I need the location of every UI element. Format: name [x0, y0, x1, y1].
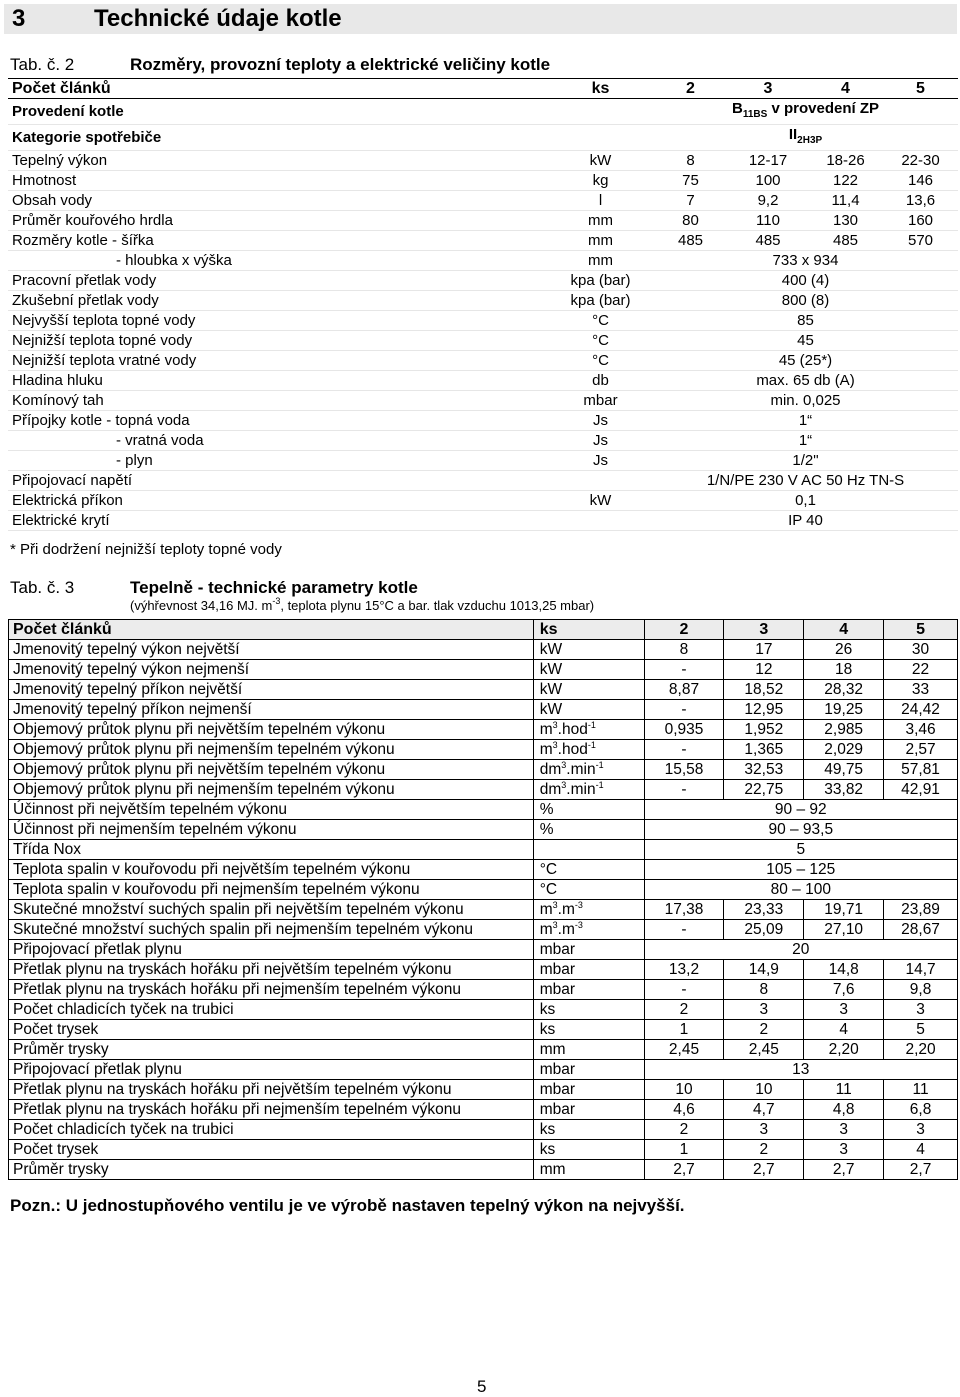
- tab2-footnote: * Při dodržení nejnižší teploty topné vody: [10, 541, 282, 558]
- tab3-value-cell: 49,75: [804, 760, 884, 780]
- tab3-unit-cell: °C: [533, 860, 644, 880]
- tab2-unit-cell: [548, 125, 653, 151]
- tab2-value-cell: 485: [653, 231, 728, 251]
- tab3-row: [9, 800, 958, 820]
- tab3-row-label: Jmenovitý tepelný výkon nejmenší: [9, 660, 534, 680]
- tab3-value-cell: 19,25: [804, 700, 884, 720]
- tab3-unit-cell: ks: [533, 1140, 644, 1160]
- tab3-row-label: Třída Nox: [9, 840, 534, 860]
- tab3-unit-cell: mm: [533, 1160, 644, 1180]
- tab3-unit-cell: mbar: [533, 980, 644, 1000]
- tab2-row-label: Kategorie spotřebiče: [8, 125, 548, 151]
- tab3-value-cell: 23,33: [724, 900, 804, 920]
- tab2-unit-cell: mm: [548, 211, 653, 231]
- tab3-row: [9, 960, 958, 980]
- tab2-header-row: [8, 79, 958, 99]
- tab2-row: [8, 99, 958, 125]
- tab2-row: [8, 491, 958, 511]
- tab3-value-cell: 2,57: [884, 740, 958, 760]
- tab3-value-cell: 2,7: [644, 1160, 724, 1180]
- tab2-row-label: Průměr kouřového hrdla: [8, 211, 548, 231]
- dimensions-table: [8, 78, 958, 531]
- tab3-value-cell: 28,67: [884, 920, 958, 940]
- tab3-value-cell: 4,6: [644, 1100, 724, 1120]
- tab3-value-cell: 3: [884, 1000, 958, 1020]
- tab3-row-label: Přetlak plynu na tryskách hořáku při největším tepelném výkonu: [9, 1080, 534, 1100]
- tab3-row: [9, 680, 958, 700]
- tab2-value-cell: 570: [883, 231, 958, 251]
- tab2-unit-cell: kW: [548, 491, 653, 511]
- tab3-row: [9, 640, 958, 660]
- tab2-value-cell: 80: [653, 211, 728, 231]
- tab3-value-cell: 12,95: [724, 700, 804, 720]
- tab3-value-cell: 7,6: [804, 980, 884, 1000]
- tab3-value-cell: 13: [644, 1060, 957, 1080]
- tab3-row: [9, 1100, 958, 1120]
- tab3-value-cell: 57,81: [884, 760, 958, 780]
- tab3-row-label: Účinnost při největším tepelném výkonu: [9, 800, 534, 820]
- tab3-value-cell: 2: [724, 1020, 804, 1040]
- tab2-row: [8, 451, 958, 471]
- tab2-value-cell: $II_{2H3P}$: [653, 125, 958, 151]
- tab2-header-cell: 5: [883, 79, 958, 99]
- tab2-unit-cell: l: [548, 191, 653, 211]
- tab3-value-cell: 3,46: [884, 720, 958, 740]
- tab2-header-cell: 2: [653, 79, 728, 99]
- tab3-unit-cell: $m^3.m^{-3}$: [533, 920, 644, 940]
- tab2-value-cell: 400 (4): [653, 271, 958, 291]
- tab3-value-cell: 20: [644, 940, 957, 960]
- tab3-value-cell: 5: [644, 840, 957, 860]
- tab2-header-cell: 3: [728, 79, 808, 99]
- tab2-unit-cell: °C: [548, 331, 653, 351]
- tab3-row: [9, 1160, 958, 1180]
- tab3-row: [9, 740, 958, 760]
- tab3-value-cell: 6,8: [884, 1100, 958, 1120]
- tab2-value-cell: 800 (8): [653, 291, 958, 311]
- tab3-value-cell: 4: [804, 1020, 884, 1040]
- tab3-unit-cell: $m^3.hod^{-1}$: [533, 720, 644, 740]
- tab3-row: [9, 880, 958, 900]
- tab3-row: [9, 940, 958, 960]
- tab3-row-label: Objemový průtok plynu při nejmenším tepelném výkonu: [9, 740, 534, 760]
- tab3-value-cell: 17: [724, 640, 804, 660]
- tab2-value-cell: IP 40: [653, 511, 958, 531]
- tab2-row: [8, 171, 958, 191]
- tab3-value-cell: 24,42: [884, 700, 958, 720]
- tab3-value-cell: 14,7: [884, 960, 958, 980]
- tab2-row: [8, 191, 958, 211]
- tab3-value-cell: 9,8: [884, 980, 958, 1000]
- tab3-row-label: Připojovací přetlak plynu: [9, 1060, 534, 1080]
- tab3-label: Tab. č. 3: [10, 578, 75, 597]
- tab3-value-cell: 3: [884, 1120, 958, 1140]
- tab3-row-label: Přetlak plynu na tryskách hořáku při nejmenším tepelném výkonu: [9, 980, 534, 1000]
- tab3-value-cell: 28,32: [804, 680, 884, 700]
- tab2-value-cell: 100: [728, 171, 808, 191]
- tab2-value-cell: 8: [653, 151, 728, 171]
- tab3-row-label: Objemový průtok plynu při největším tepelném výkonu: [9, 760, 534, 780]
- page-number: 5: [477, 1377, 487, 1396]
- tab3-value-cell: 2,029: [804, 740, 884, 760]
- tab3-value-cell: 1,365: [724, 740, 804, 760]
- tab2-unit-cell: °C: [548, 351, 653, 371]
- thermal-parameters-table: [8, 619, 958, 1180]
- tab3-value-cell: 1,952: [724, 720, 804, 740]
- tab2-header-cell: Počet článků: [8, 79, 548, 99]
- tab3-unit-cell: °C: [533, 880, 644, 900]
- tab2-value-cell: 7: [653, 191, 728, 211]
- tab2-row-label: Zkušební přetlak vody: [8, 291, 548, 311]
- tab2-value-cell: 485: [808, 231, 883, 251]
- tab2-row: [8, 371, 958, 391]
- tab3-value-cell: 10: [644, 1080, 724, 1100]
- tab2-value-cell: 485: [728, 231, 808, 251]
- tab2-unit-cell: mm: [548, 251, 653, 271]
- tab2-row-label: - plyn: [8, 451, 548, 471]
- tab2-value-cell: max. 65 db (A): [653, 371, 958, 391]
- tab3-header-cell: 2: [644, 620, 724, 640]
- tab3-unit-cell: $dm^3.\min^{-1}$: [533, 760, 644, 780]
- tab2-row-label: Rozměry kotle - šířka: [8, 231, 548, 251]
- tab2-value-cell: 122: [808, 171, 883, 191]
- tab3-unit-cell: kW: [533, 680, 644, 700]
- tab3-value-cell: 11: [804, 1080, 884, 1100]
- tab3-value-cell: 22: [884, 660, 958, 680]
- tab3-value-cell: 12: [724, 660, 804, 680]
- tab3-row: [9, 1080, 958, 1100]
- tab3-unit-cell: mbar: [533, 960, 644, 980]
- tab3-value-cell: 2,985: [804, 720, 884, 740]
- tab3-value-cell: 19,71: [804, 900, 884, 920]
- tab2-row-label: - hloubka x výška: [8, 251, 548, 271]
- tab3-value-cell: 2,20: [884, 1040, 958, 1060]
- tab3-row: [9, 920, 958, 940]
- tab3-value-cell: 4,8: [804, 1100, 884, 1120]
- tab2-unit-cell: [548, 471, 653, 491]
- tab2-value-cell: $B_{11BS}$ v provedení ZP: [653, 99, 958, 125]
- tab2-value-cell: 1/N/PE 230 V AC 50 Hz TN-S: [653, 471, 958, 491]
- tab3-value-cell: 2: [644, 1000, 724, 1020]
- tab2-unit-cell: Js: [548, 431, 653, 451]
- tab3-value-cell: 33: [884, 680, 958, 700]
- tab3-row-label: Počet trysek: [9, 1140, 534, 1160]
- tab3-unit-cell: ks: [533, 1120, 644, 1140]
- tab3-unit-cell: $dm^3.\min^{-1}$: [533, 780, 644, 800]
- tab2-unit-cell: mbar: [548, 391, 653, 411]
- tab2-value-cell: 12-17: [728, 151, 808, 171]
- tab2-value-cell: 9,2: [728, 191, 808, 211]
- tab2-row-label: Tepelný výkon: [8, 151, 548, 171]
- tab2-value-cell: 733 x 934: [653, 251, 958, 271]
- tab3-value-cell: 3: [804, 1140, 884, 1160]
- tab3-value-cell: 15,58: [644, 760, 724, 780]
- tab3-row: [9, 760, 958, 780]
- tab2-row-label: Pracovní přetlak vody: [8, 271, 548, 291]
- tab3-unit-cell: %: [533, 820, 644, 840]
- tab2-row: [8, 311, 958, 331]
- tab2-row: [8, 351, 958, 371]
- tab3-value-cell: 18: [804, 660, 884, 680]
- tab3-value-cell: 2,45: [724, 1040, 804, 1060]
- tab3-row: [9, 1140, 958, 1160]
- tab3-header-cell: 3: [724, 620, 804, 640]
- tab3-value-cell: 2,7: [724, 1160, 804, 1180]
- tab2-value-cell: 13,6: [883, 191, 958, 211]
- tab2-value-cell: 1/2": [653, 451, 958, 471]
- tab3-value-cell: 3: [724, 1000, 804, 1020]
- tab3-row-label: Přetlak plynu na tryskách hořáku při největším tepelném výkonu: [9, 960, 534, 980]
- section-number: 3: [12, 5, 26, 32]
- tab3-value-cell: -: [644, 740, 724, 760]
- tab2-row: [8, 331, 958, 351]
- tab3-row-label: Objemový průtok plynu při největším tepelném výkonu: [9, 720, 534, 740]
- tab3-value-cell: 8: [644, 640, 724, 660]
- tab3-value-cell: 4: [884, 1140, 958, 1160]
- tab3-row: [9, 980, 958, 1000]
- tab3-row-label: Teplota spalin v kouřovodu při nejmenším tepelném výkonu: [9, 880, 534, 900]
- tab2-unit-cell: kW: [548, 151, 653, 171]
- tab3-value-cell: 23,89: [884, 900, 958, 920]
- tab2-value-cell: min. 0,025: [653, 391, 958, 411]
- tab3-value-cell: 2: [644, 1120, 724, 1140]
- tab3-row: [9, 700, 958, 720]
- tab3-row-label: Účinnost při nejmenším tepelném výkonu: [9, 820, 534, 840]
- tab3-value-cell: 2,7: [804, 1160, 884, 1180]
- tab3-unit-cell: mbar: [533, 1060, 644, 1080]
- tab3-value-cell: 2: [724, 1140, 804, 1160]
- tab3-row-label: Počet chladicích tyček na trubici: [9, 1000, 534, 1020]
- tab3-value-cell: -: [644, 920, 724, 940]
- tab2-row: [8, 471, 958, 491]
- tab3-unit-cell: kW: [533, 640, 644, 660]
- tab2-value-cell: 22-30: [883, 151, 958, 171]
- tab3-row: [9, 780, 958, 800]
- tab3-value-cell: 26: [804, 640, 884, 660]
- tab2-value-cell: 1“: [653, 411, 958, 431]
- tab3-row: [9, 1060, 958, 1080]
- tab2-value-cell: 11,4: [808, 191, 883, 211]
- tab3-row: [9, 820, 958, 840]
- tab2-row-label: - vratná voda: [8, 431, 548, 451]
- tab3-unit-cell: [533, 840, 644, 860]
- footer-note: Pozn.: U jednostupňového ventilu je ve výrobě nastaven tepelný výkon na nejvyšší.: [10, 1196, 685, 1215]
- tab3-value-cell: 25,09: [724, 920, 804, 940]
- tab3-value-cell: 22,75: [724, 780, 804, 800]
- tab2-unit-cell: Js: [548, 411, 653, 431]
- tab3-value-cell: 3: [804, 1120, 884, 1140]
- tab3-value-cell: 3: [724, 1120, 804, 1140]
- tab2-label: Tab. č. 2: [10, 55, 75, 74]
- tab3-value-cell: 1: [644, 1140, 724, 1160]
- tab2-unit-cell: mm: [548, 231, 653, 251]
- tab3-header-cell: 4: [804, 620, 884, 640]
- tab2-value-cell: 110: [728, 211, 808, 231]
- tab2-unit-cell: kpa (bar): [548, 291, 653, 311]
- tab3-value-cell: 0,935: [644, 720, 724, 740]
- tab3-row: [9, 840, 958, 860]
- tab2-row-label: Obsah vody: [8, 191, 548, 211]
- tab3-row: [9, 860, 958, 880]
- tab3-value-cell: 33,82: [804, 780, 884, 800]
- tab3-row-label: Připojovací přetlak plynu: [9, 940, 534, 960]
- tab3-value-cell: -: [644, 700, 724, 720]
- tab2-row-label: Připojovací napětí: [8, 471, 548, 491]
- tab2-value-cell: 45: [653, 331, 958, 351]
- tab3-value-cell: 27,10: [804, 920, 884, 940]
- tab3-value-cell: 14,9: [724, 960, 804, 980]
- tab3-row-label: Jmenovitý tepelný výkon největší: [9, 640, 534, 660]
- tab2-row: [8, 251, 958, 271]
- tab3-value-cell: 30: [884, 640, 958, 660]
- tab2-row: [8, 231, 958, 251]
- tab3-value-cell: 11: [884, 1080, 958, 1100]
- tab3-row-label: Jmenovitý tepelný příkon největší: [9, 680, 534, 700]
- tab2-value-cell: 18-26: [808, 151, 883, 171]
- tab2-row-label: Hladina hluku: [8, 371, 548, 391]
- tab3-unit-cell: mbar: [533, 1080, 644, 1100]
- tab2-row: [8, 431, 958, 451]
- tab3-unit-cell: mbar: [533, 1100, 644, 1120]
- tab3-row: [9, 1020, 958, 1040]
- tab3-unit-cell: $m^3.hod^{-1}$: [533, 740, 644, 760]
- tab2-header-cell: 4: [808, 79, 883, 99]
- tab3-value-cell: -: [644, 660, 724, 680]
- tab3-row-label: Teplota spalin v kouřovodu při největším tepelném výkonu: [9, 860, 534, 880]
- section-heading: [4, 4, 957, 34]
- tab2-value-cell: 146: [883, 171, 958, 191]
- tab3-value-cell: 90 – 92: [644, 800, 957, 820]
- tab3-value-cell: 42,91: [884, 780, 958, 800]
- tab3-header-row: [9, 620, 958, 640]
- tab3-unit-cell: mm: [533, 1040, 644, 1060]
- tab2-row: [8, 411, 958, 431]
- tab2-row: [8, 151, 958, 171]
- tab3-row: [9, 720, 958, 740]
- tab2-row: [8, 271, 958, 291]
- tab2-row-label: Komínový tah: [8, 391, 548, 411]
- tab2-row-label: Provedení kotle: [8, 99, 548, 125]
- tab3-value-cell: 5: [884, 1020, 958, 1040]
- tab2-row: [8, 211, 958, 231]
- tab3-row-label: Průměr trysky: [9, 1040, 534, 1060]
- tab2-value-cell: 45 (25*): [653, 351, 958, 371]
- tab2-unit-cell: °C: [548, 311, 653, 331]
- tab3-value-cell: 8: [724, 980, 804, 1000]
- tab2-unit-cell: [548, 99, 653, 125]
- tab2-row: [8, 291, 958, 311]
- tab3-value-cell: 8,87: [644, 680, 724, 700]
- tab3-row-label: Počet chladicích tyček na trubici: [9, 1120, 534, 1140]
- tab3-title: Tepelně - technické parametry kotle: [130, 578, 418, 597]
- tab2-unit-cell: Js: [548, 451, 653, 471]
- tab3-unit-cell: kW: [533, 660, 644, 680]
- tab2-row-label: Nejnižší teplota topné vody: [8, 331, 548, 351]
- tab3-unit-cell: ks: [533, 1000, 644, 1020]
- section-title: Technické údaje kotle: [94, 5, 342, 32]
- tab3-value-cell: 1: [644, 1020, 724, 1040]
- tab2-value-cell: 0,1: [653, 491, 958, 511]
- tab3-value-cell: 2,7: [884, 1160, 958, 1180]
- tab3-row: [9, 1000, 958, 1020]
- tab3-row-label: Jmenovitý tepelný příkon nejmenší: [9, 700, 534, 720]
- tab3-value-cell: 2,45: [644, 1040, 724, 1060]
- tab3-value-cell: 90 – 93,5: [644, 820, 957, 840]
- tab3-value-cell: -: [644, 980, 724, 1000]
- tab3-row: [9, 1040, 958, 1060]
- tab3-unit-cell: mbar: [533, 940, 644, 960]
- tab3-row-label: Počet trysek: [9, 1020, 534, 1040]
- tab3-value-cell: 17,38: [644, 900, 724, 920]
- tab2-row-label: Elektrická příkon: [8, 491, 548, 511]
- tab2-row-label: Přípojky kotle - topná voda: [8, 411, 548, 431]
- tab3-row-label: Skutečné množství suchých spalin při nejmenším tepelném výkonu: [9, 920, 534, 940]
- tab3-header-cell: Počet článků: [9, 620, 534, 640]
- tab2-value-cell: 1“: [653, 431, 958, 451]
- tab2-unit-cell: kpa (bar): [548, 271, 653, 291]
- tab3-subtitle: (výhřevnost 34,16 MJ. $m^{-3}$, teplota plynu 15°C a bar. tlak vzduchu 1013,25 mbar): [130, 596, 595, 613]
- tab2-unit-cell: db: [548, 371, 653, 391]
- tab2-row: [8, 391, 958, 411]
- tab3-row-label: Skutečné množství suchých spalin při největším tepelném výkonu: [9, 900, 534, 920]
- tab3-value-cell: 3: [804, 1000, 884, 1020]
- tab3-value-cell: 105 – 125: [644, 860, 957, 880]
- tab3-header-cell: 5: [884, 620, 958, 640]
- tab2-value-cell: 160: [883, 211, 958, 231]
- tab2-row-label: Nejnižší teplota vratné vody: [8, 351, 548, 371]
- tab3-value-cell: 14,8: [804, 960, 884, 980]
- tab3-row-label: Přetlak plynu na tryskách hořáku při nejmenším tepelném výkonu: [9, 1100, 534, 1120]
- tab3-value-cell: -: [644, 780, 724, 800]
- tab2-row-label: Elektrické krytí: [8, 511, 548, 531]
- tab3-value-cell: 13,2: [644, 960, 724, 980]
- tab3-value-cell: 2,20: [804, 1040, 884, 1060]
- tab3-value-cell: 4,7: [724, 1100, 804, 1120]
- tab3-header-cell: ks: [533, 620, 644, 640]
- tab3-row-label: Objemový průtok plynu při nejmenším tepelném výkonu: [9, 780, 534, 800]
- tab2-value-cell: 75: [653, 171, 728, 191]
- tab3-value-cell: 32,53: [724, 760, 804, 780]
- tab3-unit-cell: $m^3.m^{-3}$: [533, 900, 644, 920]
- tab3-value-cell: 18,52: [724, 680, 804, 700]
- tab3-value-cell: 10: [724, 1080, 804, 1100]
- tab2-row: [8, 511, 958, 531]
- tab3-unit-cell: ks: [533, 1020, 644, 1040]
- tab2-row-label: Hmotnost: [8, 171, 548, 191]
- tab2-row-label: Nejvyšší teplota topné vody: [8, 311, 548, 331]
- tab2-title: Rozměry, provozní teploty a elektrické veličiny kotle: [130, 55, 551, 74]
- tab3-value-cell: 80 – 100: [644, 880, 957, 900]
- tab2-row: [8, 125, 958, 151]
- tab3-unit-cell: %: [533, 800, 644, 820]
- tab2-unit-cell: kg: [548, 171, 653, 191]
- tab2-value-cell: 130: [808, 211, 883, 231]
- tab2-value-cell: 85: [653, 311, 958, 331]
- tab2-header-cell: ks: [548, 79, 653, 99]
- tab2-unit-cell: [548, 511, 653, 531]
- tab3-row: [9, 660, 958, 680]
- tab3-row: [9, 1120, 958, 1140]
- tab3-unit-cell: kW: [533, 700, 644, 720]
- tab3-row-label: Průměr trysky: [9, 1160, 534, 1180]
- tab3-row: [9, 900, 958, 920]
